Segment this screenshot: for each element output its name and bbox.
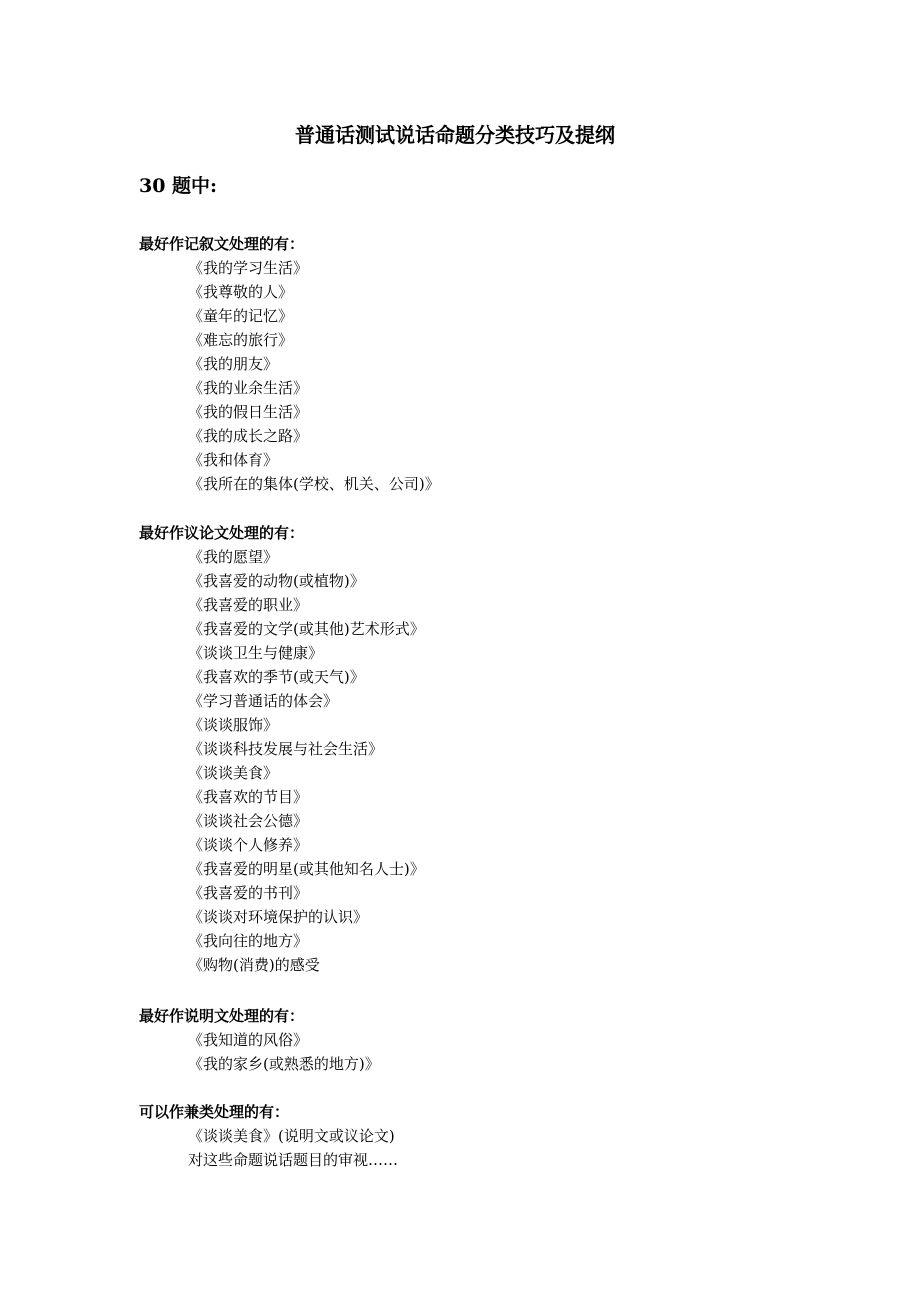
topic-item: 《我喜爱的书刊》 xyxy=(188,884,309,902)
document-title: 普通话测试说话命题分类技巧及提纲 xyxy=(295,123,615,147)
topic-item: 《我喜爱的明星(或其他知名人士)》 xyxy=(188,860,425,878)
topic-item: 《我的愿望》 xyxy=(188,548,279,566)
section-narrative xyxy=(139,232,440,496)
section-heading: 最好作议论文处理的有： xyxy=(139,524,305,542)
topic-item: 《谈谈科技发展与社会生活》 xyxy=(188,740,384,758)
topic-item: 《我的成长之路》 xyxy=(188,427,309,445)
section-heading: 最好作记叙文处理的有： xyxy=(139,235,305,253)
topic-item: 《购物(消费)的感受 xyxy=(188,956,320,974)
section-expository xyxy=(139,1004,380,1076)
topic-item: 《我喜爱的动物(或植物)》 xyxy=(188,572,365,590)
topic-item: 《谈谈美食》 xyxy=(188,764,279,782)
topic-item: 《我所在的集体(学校、机关、公司)》 xyxy=(188,475,440,493)
topic-item: 《我的家乡(或熟悉的地方)》 xyxy=(188,1055,380,1073)
topic-item: 《难忘的旅行》 xyxy=(188,331,294,349)
topic-item: 《我喜爱的文学(或其他)艺术形式》 xyxy=(188,620,425,638)
topic-item: 《我喜爱的职业》 xyxy=(188,596,309,614)
topic-item: 《谈谈个人修养》 xyxy=(188,836,309,854)
topic-item: 《谈谈对环境保护的认识》 xyxy=(188,908,369,926)
topic-list xyxy=(139,1124,398,1148)
topic-item: 《我和体育》 xyxy=(188,451,279,469)
section-mixed xyxy=(139,1100,398,1172)
topic-item: 《谈谈美食》(说明文或议论文) xyxy=(188,1127,395,1145)
topic-item: 《谈谈卫生与健康》 xyxy=(188,644,324,662)
section-argumentative xyxy=(139,521,425,977)
topic-list xyxy=(139,256,440,496)
topic-item: 《我的业余生活》 xyxy=(188,379,309,397)
section-heading: 最好作说明文处理的有： xyxy=(139,1007,305,1025)
topic-item: 《我喜欢的季节(或天气)》 xyxy=(188,668,365,686)
document-subtitle: 30 题中: xyxy=(139,175,218,197)
topic-item: 《我尊敬的人》 xyxy=(188,283,294,301)
topic-item: 《我知道的风俗》 xyxy=(188,1031,309,1049)
topic-list xyxy=(139,1028,380,1076)
topic-item: 《我的学习生活》 xyxy=(188,259,309,277)
topic-list xyxy=(139,545,425,977)
topic-item: 《童年的记忆》 xyxy=(188,307,294,325)
closing-note: 对这些命题说话题目的审视…… xyxy=(188,1151,399,1169)
topic-item: 《我的假日生活》 xyxy=(188,403,309,421)
topic-item: 《谈谈服饰》 xyxy=(188,716,279,734)
topic-item: 《谈谈社会公德》 xyxy=(188,812,309,830)
topic-item: 《我向往的地方》 xyxy=(188,932,309,950)
topic-item: 《学习普通话的体会》 xyxy=(188,692,339,710)
topic-item: 《我喜欢的节目》 xyxy=(188,788,309,806)
topic-item: 《我的朋友》 xyxy=(188,355,279,373)
section-heading: 可以作兼类处理的有： xyxy=(139,1103,290,1121)
